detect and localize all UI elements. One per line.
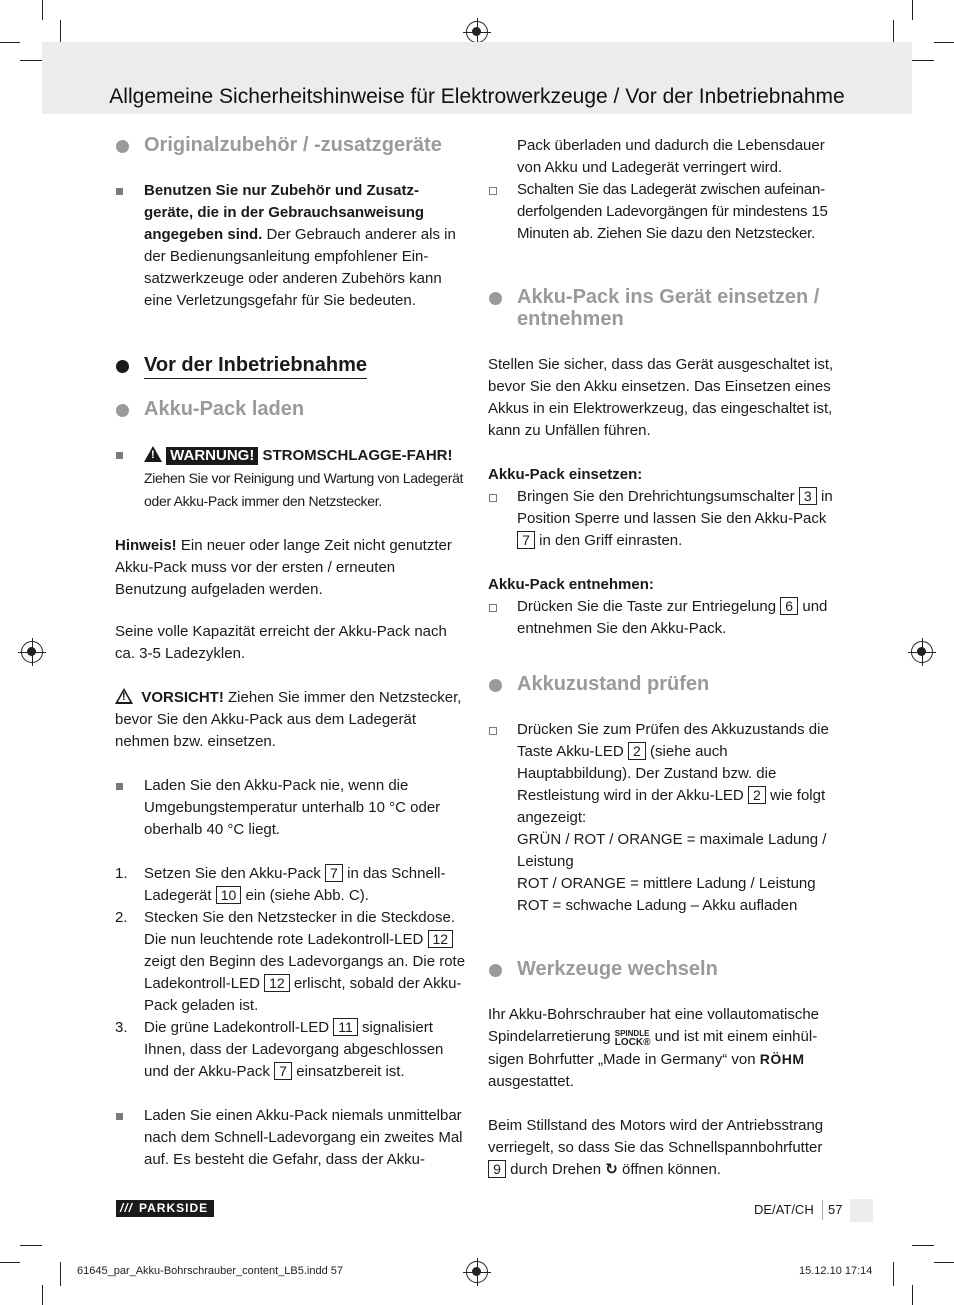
list-item: Drücken Sie zum Prüfen des Akkuzustands die Taste Akku-LED 2 (siehe auch Hauptabbildung). Der Zustand bzw. die Restleistung wird in der Akku-LED 2 wie folgt angezeigt: GRÜN / ROT / ORANGE = maximale Ladung / Leistung ROT / ORANGE = mittlere Ladung / Leistung ROT = schwache Ladung – Akku aufladen bbox=[488, 719, 840, 917]
registration-mark-icon bbox=[21, 641, 43, 663]
part-reference: 3 bbox=[799, 487, 817, 505]
crop-mark bbox=[912, 0, 913, 20]
part-reference: 2 bbox=[748, 786, 766, 804]
section-title: Akkuzustand prüfen bbox=[517, 673, 710, 695]
status-line: ROT = schwache Ladung – Akku aufladen bbox=[517, 897, 798, 914]
section-heading-tool-change bbox=[488, 958, 840, 980]
subheading-remove: Akku-Pack entnehmen: bbox=[488, 576, 654, 593]
numbered-step: 3. Die grüne Ladekontroll-LED 11 signalisiert Ihnen, dass der Ladevorgang abgeschlossen und der Akku-Pack 7 einsatzbereit ist. bbox=[115, 1019, 444, 1080]
body-text: Ziehen Sie vor Reinigung und Wartung von Ladegerät oder Akku-Pack immer den Netzstecker. bbox=[144, 470, 464, 509]
crop-mark bbox=[60, 1262, 61, 1286]
capacity-paragraph: Seine volle Kapazität erreicht der Akku-Pack nach ca. 3-5 Ladezyklen. bbox=[115, 623, 447, 662]
part-reference: 7 bbox=[517, 531, 535, 549]
square-bullet-icon bbox=[116, 452, 123, 459]
part-reference: 9 bbox=[488, 1160, 506, 1178]
print-slug-file: 61645_par_Akku-Bohrschrauber_content_LB5.indd 57 bbox=[77, 1265, 344, 1277]
body-text: Laden Sie einen Akku-Pack niemals unmittelbar nach dem Schnell-Ladevorgang ein zweites Mal auf. Es besteht die Gefahr, dass der Akku- bbox=[144, 1107, 463, 1168]
numbered-step: 2. Stecken Sie den Netzstecker in die Steckdose. Die nun leuchtende rote Ladekontroll-LED 12 zeigt den Beginn des Ladevorgangs an. Die rote Ladekontroll-LED 12 erlischt, sobald der Akku-Pack geladen ist. bbox=[115, 909, 466, 1014]
bullet-dot-icon bbox=[489, 964, 502, 977]
crop-mark bbox=[20, 60, 42, 61]
section-heading-battery-check bbox=[488, 673, 840, 695]
section-heading-before-use bbox=[115, 354, 467, 376]
rohm-logo: RÖHM bbox=[759, 1051, 805, 1067]
registration-mark-icon bbox=[911, 641, 933, 663]
page-number: 57 bbox=[828, 1202, 843, 1217]
crop-mark bbox=[912, 60, 934, 61]
checkbox-bullet-icon bbox=[489, 494, 497, 502]
section-title: Werkzeuge wechseln bbox=[517, 958, 718, 980]
footer-divider bbox=[822, 1200, 823, 1220]
section-title: Akku-Pack ins Gerät einsetzen / entnehmen bbox=[517, 286, 820, 330]
registration-mark-icon bbox=[466, 21, 488, 43]
page-tab bbox=[850, 1199, 873, 1222]
caution-paragraph: ! VORSICHT! Ziehen Sie immer den Netzstecker, bevor Sie den Akku-Pack aus dem Ladegerät nehmen bzw. einsetzen. bbox=[115, 689, 462, 750]
crop-mark bbox=[934, 1262, 954, 1263]
step-number: 2. bbox=[115, 909, 128, 926]
square-bullet-icon bbox=[116, 1113, 123, 1120]
list-item bbox=[115, 1105, 467, 1171]
status-line: ROT / ORANGE = mittlere Ladung / Leistung bbox=[517, 875, 816, 892]
list-item: Drücken Sie die Taste zur Entriegelung 6 und entnehmen Sie den Akku-Pack. bbox=[488, 596, 840, 640]
part-reference: 2 bbox=[628, 742, 646, 760]
body-text: Schalten Sie das Ladegerät zwischen aufeinan-derfolgenden Ladevorgängen für mindestens 15 Minuten ab. Ziehen Sie dazu den Netzstecker. bbox=[517, 181, 828, 242]
numbered-step: 1. Setzen Sie den Akku-Pack 7 in das Schnell-Ladegerät 10 ein (siehe Abb. C). bbox=[115, 865, 446, 904]
registration-mark-icon bbox=[466, 1261, 488, 1283]
parkside-logo: /// PARKSIDE bbox=[116, 1200, 214, 1217]
list-item-continued bbox=[488, 135, 840, 179]
subheading-insert: Akku-Pack einsetzen: bbox=[488, 466, 643, 483]
crop-mark bbox=[42, 0, 43, 20]
bullet-dot-icon bbox=[116, 360, 129, 373]
part-reference: 12 bbox=[264, 974, 290, 992]
section-title: Originalzubehör / -zusatzgeräte bbox=[144, 134, 442, 156]
bullet-dot-icon bbox=[489, 292, 502, 305]
list-item bbox=[488, 179, 840, 245]
bullet-dot-icon bbox=[116, 404, 129, 417]
part-reference: 12 bbox=[428, 930, 454, 948]
body-text: Der Gebrauch anderer als in der Bedienungsanleitung empfohlener Ein-satzwerkzeuge oder anderen Zubehörs kann eine Verletzungsgefahr für Sie bedeuten. bbox=[144, 226, 456, 309]
step-number: 3. bbox=[115, 1019, 128, 1036]
bold-text: STROMSCHLAGGE-FAHR! bbox=[258, 447, 453, 464]
checkbox-bullet-icon bbox=[489, 604, 497, 612]
step-number: 1. bbox=[115, 865, 128, 882]
crop-mark bbox=[42, 1285, 43, 1305]
checkbox-bullet-icon bbox=[489, 727, 497, 735]
left-column bbox=[115, 128, 467, 1171]
crop-mark bbox=[0, 42, 20, 43]
intro-paragraph: Stellen Sie sicher, dass das Gerät ausgeschaltet ist, bevor Sie den Akku einsetzen. Das Einsetzen eines Akkus in ein Elektrowerkzeug, das eingeschaltet ist, kann zu Unfällen führen. bbox=[488, 356, 834, 439]
crop-mark bbox=[0, 1262, 20, 1263]
body-text: Pack überladen und dadurch die Lebensdauer von Akku und Ladegerät verringert wird. bbox=[517, 137, 825, 176]
stop-paragraph: Beim Stillstand des Motors wird der Antriebsstrang verriegelt, so dass Sie das Schnellspannbohrfutter 9 durch Drehen ↻ öffnen können. bbox=[488, 1117, 824, 1178]
section-title: Vor der Inbetriebnahme bbox=[144, 354, 367, 379]
warning-item bbox=[115, 444, 467, 513]
rotate-icon: ↻ bbox=[605, 1161, 618, 1178]
status-line: GRÜN / ROT / ORANGE = maximale Ladung / Leistung bbox=[517, 831, 827, 870]
page-title: Allgemeine Sicherheitshinweise für Elektrowerkzeuge / Vor der Inbetriebnahme bbox=[109, 85, 845, 108]
warning-triangle-icon: ! bbox=[144, 446, 162, 462]
section-heading-charge bbox=[115, 398, 467, 420]
square-bullet-icon bbox=[116, 783, 123, 790]
part-reference: 7 bbox=[325, 864, 343, 882]
square-bullet-icon bbox=[116, 188, 123, 195]
part-reference: 10 bbox=[216, 886, 242, 904]
section-heading-accessories bbox=[115, 134, 467, 156]
crop-mark bbox=[934, 42, 954, 43]
right-column bbox=[488, 135, 840, 1181]
warning-badge: WARNUNG! bbox=[166, 447, 258, 465]
bold-text: Benutzen Sie nur Zubehör und Zusatz-geräte, die in der Gebrauchsanweisung angegeben sind. bbox=[144, 182, 425, 243]
bullet-dot-icon bbox=[116, 140, 129, 153]
list-item bbox=[115, 180, 467, 312]
hint-paragraph: Hinweis! Ein neuer oder lange Zeit nicht genutzter Akku-Pack muss vor der ersten / erneuten Benutzung aufgeladen werden. bbox=[115, 537, 452, 598]
list-item: Bringen Sie den Drehrichtungsumschalter 3 in Position Sperre und lassen Sie den Akku-Pack 7 in den Griff einrasten. bbox=[488, 486, 840, 552]
bullet-dot-icon bbox=[489, 679, 502, 692]
section-title: Akku-Pack laden bbox=[144, 398, 305, 420]
list-item bbox=[115, 775, 467, 841]
crop-mark bbox=[20, 1245, 42, 1246]
spindle-lock-logo: SPINDLE LOCK® bbox=[614, 1029, 651, 1048]
crop-mark bbox=[912, 1245, 934, 1246]
caution-triangle-icon: ! bbox=[115, 688, 133, 704]
body-text: Laden Sie den Akku-Pack nie, wenn die Umgebungstemperatur unterhalb 10 °C oder oberhalb 40 °C liegt. bbox=[144, 777, 441, 838]
tool-paragraph: Ihr Akku-Bohrschrauber hat eine vollautomatische Spindelarretierung SPINDLE LOCK® und ist mit einem einhül-sigen Bohrfutter „Made in Germany“ von RÖHM ausgestattet. bbox=[488, 1006, 820, 1090]
part-reference: 7 bbox=[274, 1062, 292, 1080]
part-reference: 6 bbox=[780, 597, 798, 615]
language-code: DE/AT/CH bbox=[754, 1202, 814, 1217]
part-reference: 11 bbox=[333, 1018, 358, 1036]
crop-mark bbox=[912, 1285, 913, 1305]
print-slug-date: 15.12.10 17:14 bbox=[799, 1265, 873, 1277]
section-heading-insert-remove bbox=[488, 286, 840, 330]
checkbox-bullet-icon bbox=[489, 187, 497, 195]
crop-mark bbox=[893, 1262, 894, 1286]
